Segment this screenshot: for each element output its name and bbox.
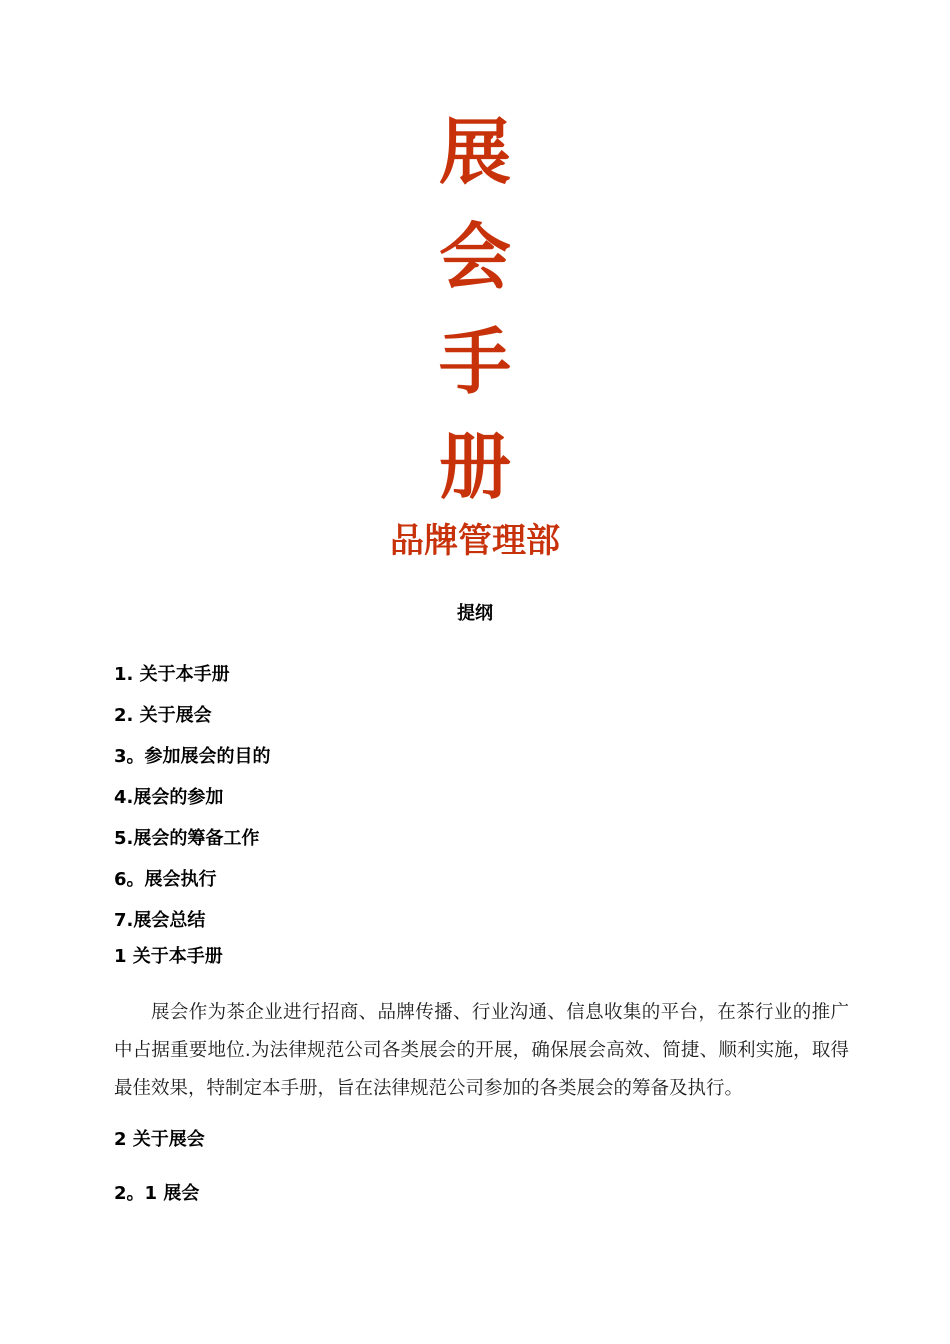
title-char: 展	[438, 110, 511, 194]
toc-item: 5.展会的筹备工作	[114, 828, 260, 849]
section-heading-2: 2 关于展会	[114, 1129, 205, 1150]
toc-item: 3。参加展会的目的	[114, 746, 271, 767]
table-of-contents	[114, 654, 271, 941]
cover-title	[0, 100, 950, 520]
department-subtitle: 品牌管理部	[390, 521, 560, 561]
title-char: 手	[438, 320, 511, 404]
toc-item: 4.展会的参加	[114, 787, 224, 808]
section-heading-1: 1 关于本手册	[114, 946, 223, 967]
subsection-heading-2-1: 2。1 展会	[114, 1183, 200, 1204]
toc-item: 7.展会总结	[114, 910, 206, 931]
title-char: 册	[438, 425, 511, 509]
section-1-paragraph: 展会作为茶企业进行招商、品牌传播、行业沟通、信息收集的平台，在茶行业的推广中占据重要地位.为法律规范公司各类展会的开展，确保展会高效、简捷、顺利实施，取得最佳效果，特制定本手册，旨在法律规范公司参加的各类展会的筹备及执行。	[114, 1002, 849, 1099]
toc-item: 2. 关于展会	[114, 705, 212, 726]
title-char: 会	[438, 215, 511, 299]
toc-item: 1. 关于本手册	[114, 664, 230, 685]
toc-item: 6。展会执行	[114, 869, 217, 890]
outline-heading: 提纲	[457, 603, 493, 624]
